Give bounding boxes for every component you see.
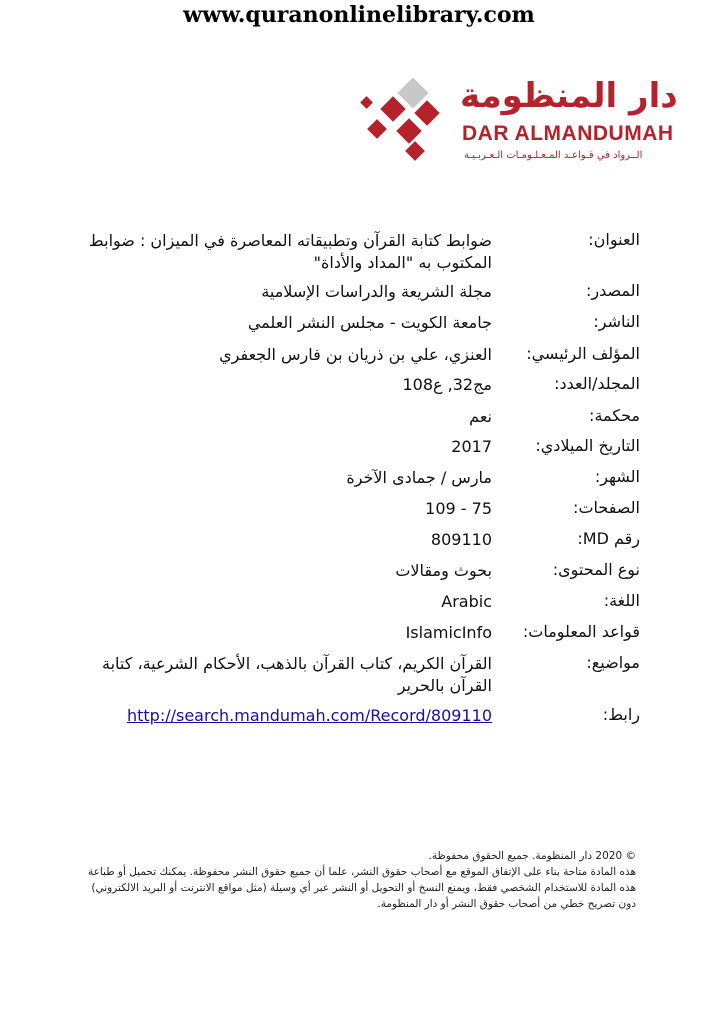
record-value: IslamicInfo xyxy=(405,623,492,642)
record-value: Arabic xyxy=(441,592,492,611)
record-value: 2017 xyxy=(451,437,492,456)
record-value: مارس / جمادى الآخرة xyxy=(346,468,492,487)
record-label: نوع المحتوى: xyxy=(552,560,640,579)
record-label: قواعد المعلومات: xyxy=(522,622,640,641)
record-value: القرآن الكريم، كتاب القرآن بالذهب، الأحكام الشرعية، كتابة القرآن بالحرير xyxy=(102,654,492,695)
logo-arabic-name: دار المنظومة xyxy=(460,76,678,116)
copyright-line: © 2020 دار المنظومة. جميع الحقوق محفوظة. xyxy=(428,850,636,862)
record-link[interactable]: http://search.mandumah.com/Record/809110 xyxy=(126,706,492,725)
record-value xyxy=(72,705,492,727)
record-label: المصدر: xyxy=(586,281,640,300)
record-value: نعم xyxy=(469,407,492,426)
site-url: www.quranonlinelibrary.com xyxy=(183,2,535,28)
record-value: جامعة الكويت - مجلس النشر العلمي xyxy=(247,313,492,332)
copyright-footer xyxy=(86,848,636,912)
record-value: 809110 xyxy=(430,530,492,549)
record-value: ضوابط كتابة القرآن وتطبيقاته المعاصرة في الميزان : ضوابط المكتوب به "المداد والأداة" xyxy=(88,231,492,272)
record-label: محكمة: xyxy=(589,406,640,425)
record-label: رقم MD: xyxy=(577,529,640,548)
record-value: 75 - 109 xyxy=(425,499,492,518)
record-label: العنوان: xyxy=(588,230,640,249)
record-label: المؤلف الرئيسي: xyxy=(526,344,640,363)
dar-almandumah-logo xyxy=(358,76,678,170)
record-label: مواضيع: xyxy=(586,653,640,672)
diamond-mark-icon xyxy=(358,78,458,170)
record-label: المجلد/العدد: xyxy=(554,374,640,393)
record-value: مج32, ع108 xyxy=(402,375,492,394)
record-label: اللغة: xyxy=(603,591,640,610)
record-value: بحوث ومقالات xyxy=(395,561,492,580)
rights-notice: هذه المادة متاحة بناء على الإتفاق الموقع مع أصحاب حقوق النشر، علما أن جميع حقوق النشر محفوظة. يمكنك تحميل أو طباعة هذه المادة للاستخدام الشخصي فقط، ويمنع النسخ أو التحويل أو النشر عبر أي وسيلة (مثل مواقع الانترنت أو البريد الالكتروني) دون تصريح خطي من أصحاب حقوق النشر أو دار المنظومة. xyxy=(87,866,636,910)
record-label: الناشر: xyxy=(593,312,640,331)
record-value: العنزي، علي بن ذريان بن فارس الجعفري xyxy=(219,345,492,364)
record-label: التاريخ الميلادي: xyxy=(535,436,640,455)
record-label: رابط: xyxy=(602,705,640,724)
record-value: مجلة الشريعة والدراسات الإسلامية xyxy=(261,282,492,301)
record-label: الصفحات: xyxy=(573,498,640,517)
record-label: الشهر: xyxy=(594,467,640,486)
logo-english-name: DAR ALMANDUMAH xyxy=(462,122,674,145)
logo-tagline: الــرواد في قـواعـد المـعـلـومـات الـعـربـيـة xyxy=(464,150,643,161)
